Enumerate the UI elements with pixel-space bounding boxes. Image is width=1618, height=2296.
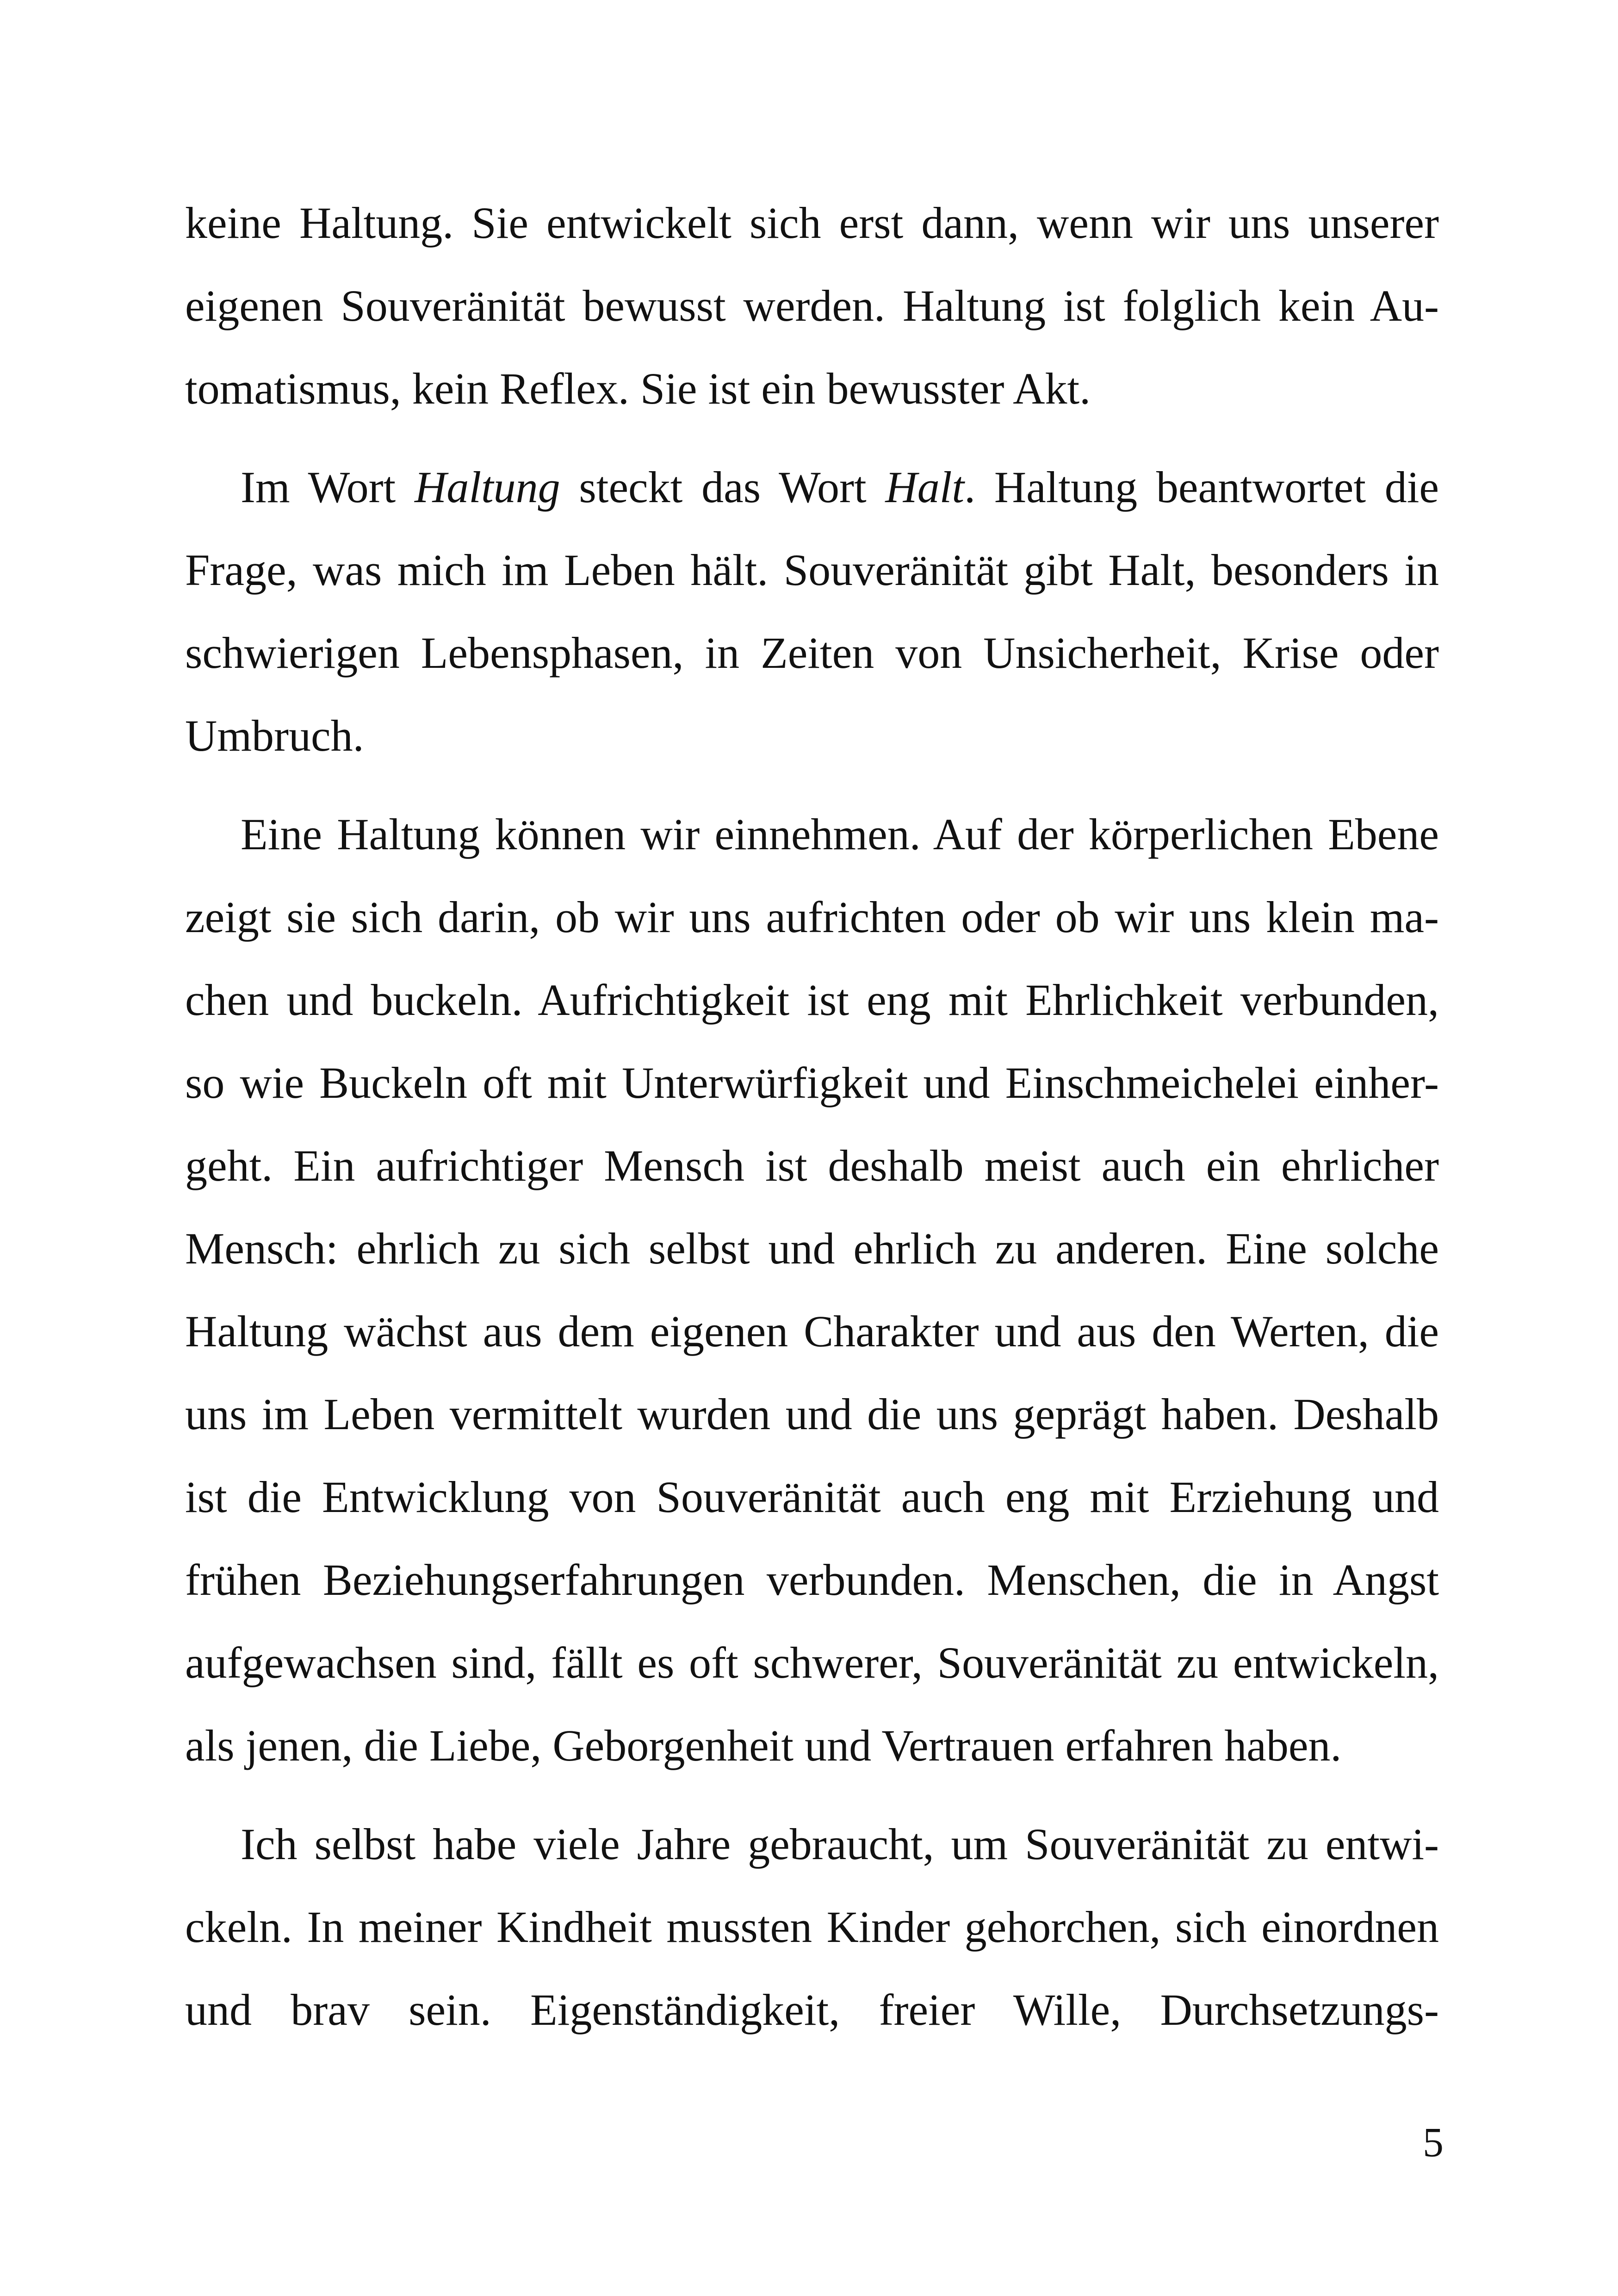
text-line: Mensch: ehrlich zu sich selbst und ehrlich zu anderen. Eine solche bbox=[185, 1224, 1439, 1273]
text-line: und brav sein. Eigenständigkeit, freier Wille, Durchsetzungs- bbox=[185, 1985, 1439, 2035]
text-line: als jenen, die Liebe, Geborgenheit und Vertrauen erfahren haben. bbox=[185, 1721, 1342, 1770]
text-line: aufgewachsen sind, fällt es oft schwerer, Souveränität zu entwickeln, bbox=[185, 1638, 1439, 1687]
text-line: Haltung wächst aus dem eigenen Charakter und aus den Werten, die bbox=[185, 1307, 1439, 1356]
text-line: uns im Leben vermittelt wurden und die uns geprägt haben. Deshalb bbox=[185, 1389, 1439, 1439]
italic-term: Haltung bbox=[414, 462, 560, 512]
text-line: zeigt sie sich darin, ob wir uns aufrichten oder ob wir uns klein ma- bbox=[185, 892, 1439, 942]
text-line: Frage, was mich im Leben hält. Souveränität gibt Halt, besonders in bbox=[185, 545, 1439, 595]
text-line: keine Haltung. Sie entwickelt sich erst dann, wenn wir uns unserer bbox=[185, 198, 1439, 248]
text-line: Ich selbst habe viele Jahre gebraucht, um Souveränität zu entwi- bbox=[241, 1819, 1439, 1869]
paragraph bbox=[185, 1803, 1439, 2051]
text-line: tomatismus, kein Reflex. Sie ist ein bewusster Akt. bbox=[185, 364, 1091, 413]
text-line: schwierigen Lebensphasen, in Zeiten von Unsicherheit, Krise oder bbox=[185, 628, 1439, 678]
text-line bbox=[185, 446, 1439, 529]
body-text bbox=[185, 181, 1439, 2067]
text-line: frühen Beziehungserfahrungen verbunden. Menschen, die in Angst bbox=[185, 1555, 1439, 1605]
text-line: geht. Ein aufrichtiger Mensch ist deshalb meist auch ein ehrlicher bbox=[185, 1141, 1439, 1190]
text-line: ckeln. In meiner Kindheit mussten Kinder gehorchen, sich einordnen bbox=[185, 1902, 1439, 1952]
paragraph bbox=[185, 793, 1439, 1787]
paragraph bbox=[185, 181, 1439, 430]
paragraph bbox=[185, 446, 1439, 777]
text-line: Umbruch. bbox=[185, 711, 364, 760]
text-run: steckt das Wort bbox=[560, 462, 886, 512]
text-run: Im Wort bbox=[241, 462, 415, 512]
text-line: ist die Entwicklung von Souveränität auch eng mit Erziehung und bbox=[185, 1472, 1439, 1522]
text-line: so wie Buckeln oft mit Unterwürfigkeit und Einschmeichelei einher- bbox=[185, 1058, 1439, 1108]
text-line: eigenen Souveränität bewusst werden. Haltung ist folglich kein Au- bbox=[185, 281, 1439, 330]
italic-term: Halt bbox=[885, 462, 965, 512]
text-line: Eine Haltung können wir einnehmen. Auf der körperlichen Ebene bbox=[241, 809, 1439, 859]
text-run: . Haltung beantwortet die bbox=[964, 462, 1439, 512]
page-number: 5 bbox=[1423, 2120, 1444, 2165]
text-line: chen und buckeln. Aufrichtigkeit ist eng mit Ehrlichkeit verbunden, bbox=[185, 975, 1439, 1025]
